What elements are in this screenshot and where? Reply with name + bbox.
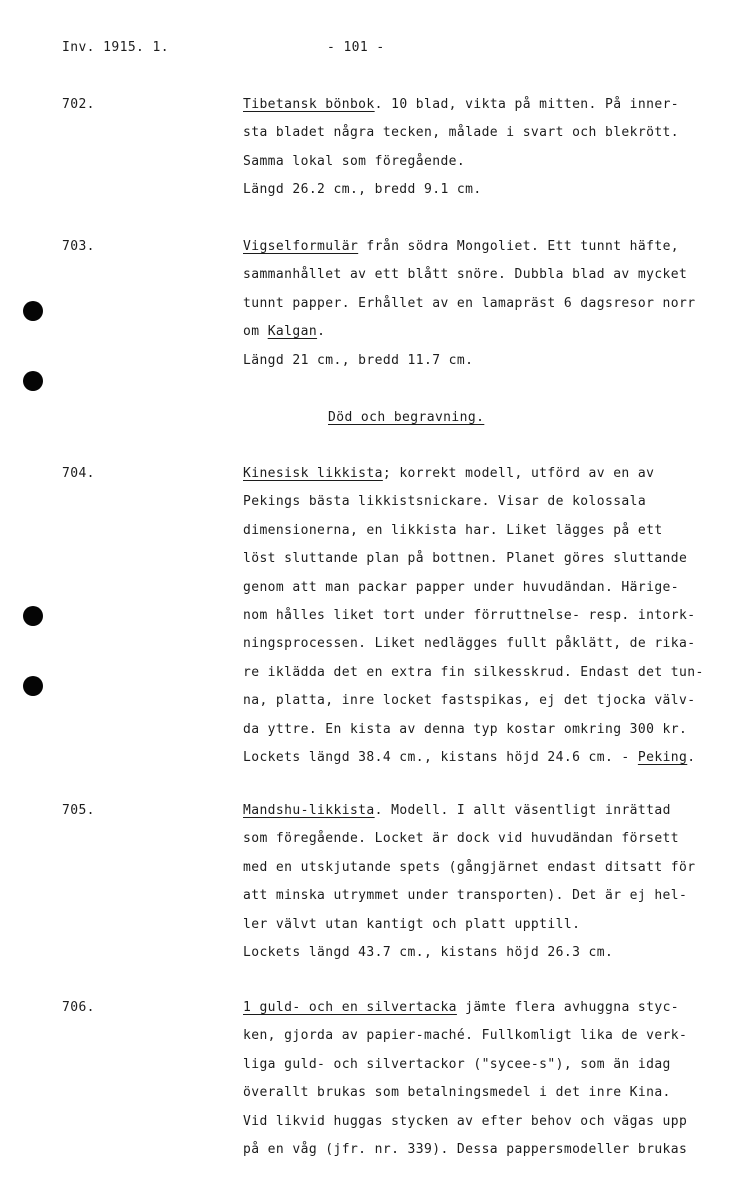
underlined-term: Peking	[637, 750, 688, 765]
entry-number: 703.	[62, 239, 95, 254]
line-text: sta bladet några tecken, målade i svart och blekrött.	[243, 125, 680, 141]
line-text: Vid likvid huggas stycken av efter behov och vägas upp	[243, 1113, 688, 1129]
line-text: sammanhållet av ett blått snöre. Dubbla blad av mycket	[243, 267, 688, 283]
entry-text-line	[243, 860, 695, 875]
line-text: överallt brukas som betalningsmedel i det inre Kina.	[243, 1085, 671, 1101]
entry-text-line	[243, 353, 473, 368]
entry-text-line	[243, 1028, 687, 1043]
entry-text-line	[243, 494, 646, 509]
entry-text-line	[243, 296, 695, 311]
entry-text-line	[243, 608, 695, 623]
entry-text-line	[243, 722, 687, 737]
entry-text-line	[243, 239, 679, 254]
line-text: dimensionerna, en likkista har. Liket lägges på ett	[243, 522, 663, 538]
line-text: genom att man packar papper under huvudändan. Härige-	[243, 579, 680, 595]
entry-text-line	[243, 154, 465, 169]
entry-text-line	[243, 523, 663, 538]
line-text: re iklädda det en extra fin silkesskrud. Endast det tun-	[243, 664, 704, 680]
line-text: ningsprocessen. Liket nedlägges fullt påklätt, de rika-	[243, 636, 696, 652]
line-text: . Modell. I allt väsentligt inrättad	[374, 803, 671, 818]
entry-text-line	[243, 917, 580, 932]
line-text: liga guld- och silvertackor ("sycee-s"), som än idag	[243, 1056, 671, 1072]
line-text: på en våg (jfr. nr. 339). Dessa pappersmodeller brukas	[243, 1142, 688, 1157]
entry-text-line	[243, 665, 704, 680]
punch-hole	[23, 606, 43, 626]
entry-text-line	[243, 1000, 679, 1015]
underlined-term: Tibetansk bönbok	[243, 97, 375, 112]
entry-text-line	[243, 945, 613, 960]
line-text: om	[243, 324, 268, 340]
entry-text-line	[243, 636, 695, 651]
entry-text-line	[243, 750, 696, 765]
entry-text-line	[243, 267, 687, 282]
line-text: Lockets längd 38.4 cm., kistans höjd 24.6 cm. -	[243, 750, 638, 765]
underlined-term: Mandshu-likkista	[243, 803, 375, 818]
entry-number: 705.	[62, 803, 95, 818]
line-text: Pekings bästa likkistsnickare. Visar de kolossala	[243, 494, 647, 510]
line-text: Längd 21 cm., bredd 11.7 cm.	[243, 352, 474, 368]
entry-text-line	[243, 97, 679, 112]
line-text: Samma lokal som föregående.	[243, 153, 466, 169]
punch-hole	[23, 676, 43, 696]
line-text: .	[687, 750, 696, 765]
entry-text-line	[243, 466, 654, 481]
line-text: med en utskjutande spets (gångjärnet endast ditsatt för	[243, 859, 696, 875]
line-text: att minska utrymmet under transporten). Det är ej hel-	[243, 888, 688, 904]
entry-text-line	[243, 580, 679, 595]
line-text: ; korrekt modell, utförd av en av	[382, 466, 655, 481]
line-text: ler välvt utan kantigt och platt upptill.	[243, 916, 581, 932]
entry-number: 706.	[62, 1000, 95, 1015]
entry-number: 704.	[62, 466, 95, 481]
entry-text-line	[243, 1085, 671, 1100]
entry-number: 702.	[62, 97, 95, 112]
entry-text-line	[243, 182, 482, 197]
punch-hole	[23, 301, 43, 321]
line-text: jämte flera avhuggna styc-	[456, 1000, 680, 1015]
entry-text-line	[243, 803, 671, 818]
underlined-term: Vigselformulär	[243, 239, 359, 254]
line-text: . 10 blad, vikta på mitten. På inner-	[374, 97, 680, 112]
line-text: Längd 26.2 cm., bredd 9.1 cm.	[243, 182, 482, 198]
inventory-header: Inv. 1915. 1.	[62, 40, 169, 55]
entry-text-line	[243, 888, 687, 903]
entry-text-line	[243, 324, 325, 339]
line-text: som föregående. Locket är dock vid huvudändan försett	[243, 831, 680, 847]
page-number: - 101 -	[327, 40, 385, 55]
underlined-term: Kinesisk likkista	[243, 466, 383, 481]
line-text: nom hålles liket tort under förruttnelse- resp. intork-	[243, 608, 696, 623]
line-text: da yttre. En kista av denna typ kostar omkring 300 kr.	[243, 721, 688, 737]
underlined-term: 1 guld- och en silvertacka	[243, 1000, 457, 1015]
section-heading: Död och begravning.	[328, 410, 485, 425]
line-text: ken, gjorda av papier-maché. Fullkomligt lika de verk-	[243, 1028, 688, 1044]
entry-text-line	[243, 831, 679, 846]
entry-text-line	[243, 1057, 671, 1072]
line-text: na, platta, inre locket fastspikas, ej det tjocka välv-	[243, 693, 696, 709]
underlined-term: Kalgan	[267, 324, 318, 340]
entry-text-line	[243, 551, 687, 566]
line-text: Lockets längd 43.7 cm., kistans höjd 26.3 cm.	[243, 945, 614, 960]
line-text: .	[317, 324, 326, 340]
entry-text-line	[243, 125, 679, 140]
punch-hole	[23, 371, 43, 391]
entry-text-line	[243, 1114, 687, 1129]
line-text: från södra Mongoliet. Ett tunnt häfte,	[358, 239, 680, 254]
entry-text-line	[243, 1142, 687, 1157]
line-text: tunnt papper. Erhållet av en lamapräst 6 dagsresor norr	[243, 295, 696, 311]
entry-text-line	[243, 693, 695, 708]
line-text: löst sluttande plan på bottnen. Planet göres sluttande	[243, 551, 688, 567]
